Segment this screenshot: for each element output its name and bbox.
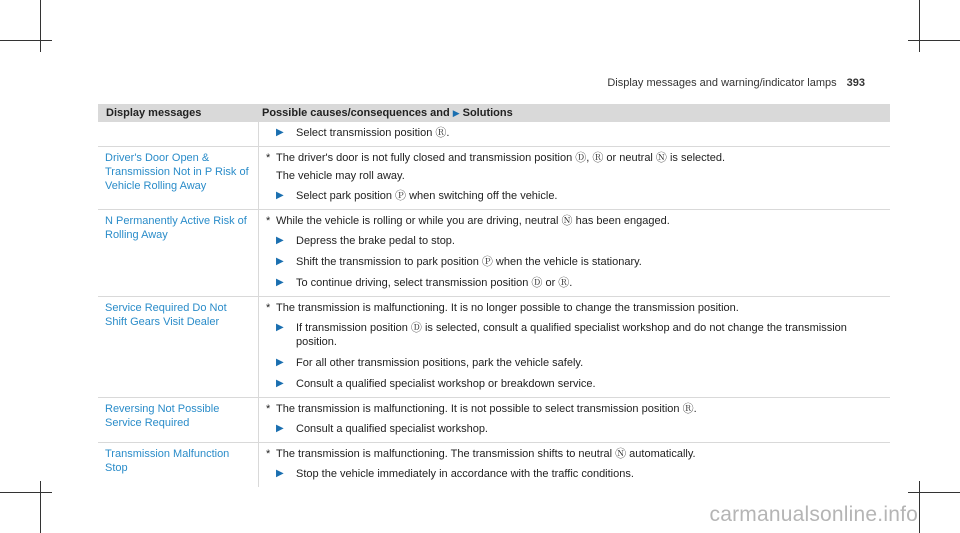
triangle-right-icon: ▶ [276, 322, 284, 333]
asterisk-marker: * [266, 448, 271, 460]
cause-text: The transmission is malfunctioning. It is no longer possible to change the transmission position. [276, 302, 739, 314]
triangle-right-icon: ▶ [276, 277, 284, 288]
triangle-right-icon: ▶ [276, 423, 284, 434]
solution-step-text: If transmission position Ⓓ is selected, consult a qualified specialist workshop and do not change the transmission position. [296, 322, 847, 348]
crop-mark [40, 0, 41, 52]
cause [266, 301, 882, 315]
solution-step-text: Stop the vehicle immediately in accordance with the traffic conditions. [296, 468, 634, 480]
cause-text: While the vehicle is rolling or while you are driving, neutral Ⓝ has been engaged. [276, 215, 670, 227]
solution-step-text: Consult a qualified specialist workshop or breakdown service. [296, 378, 596, 390]
solution-step [266, 126, 882, 140]
table-body [98, 122, 890, 487]
solution-step [266, 255, 882, 269]
running-title: Display messages and warning/indicator lamps [607, 77, 837, 89]
causes-and-solutions [259, 297, 890, 397]
crop-mark [919, 481, 920, 533]
cause [266, 151, 882, 183]
crop-mark [919, 0, 920, 52]
cause [266, 447, 882, 461]
display-message: Service Required Do Not Shift Gears Visit Dealer [98, 297, 259, 397]
cause [266, 214, 882, 228]
triangle-right-icon: ▶ [452, 107, 460, 118]
table-row [98, 296, 890, 397]
solution-step-text: To continue driving, select transmission position Ⓓ or Ⓡ. [296, 277, 573, 289]
triangle-right-icon: ▶ [276, 127, 284, 138]
solution-step [266, 356, 882, 370]
display-message: Transmission Malfunction Stop [98, 443, 259, 487]
solution-step-text: Shift the transmission to park position Ⓟ when the vehicle is stationary. [296, 256, 642, 268]
crop-mark [908, 492, 960, 493]
solution-step [266, 276, 882, 290]
causes-and-solutions [259, 147, 890, 209]
asterisk-marker: * [266, 302, 271, 314]
header-causes-solutions [259, 107, 890, 119]
header-display-messages: Display messages [106, 107, 202, 119]
triangle-right-icon: ▶ [276, 235, 284, 246]
solution-step-text: For all other transmission positions, park the vehicle safely. [296, 357, 584, 369]
display-message [98, 122, 259, 146]
display-messages-table [98, 104, 890, 487]
solution-step [266, 422, 882, 436]
cause [266, 402, 882, 416]
triangle-right-icon: ▶ [276, 190, 284, 201]
crop-mark [0, 40, 52, 41]
solution-step-text: Select transmission position Ⓡ. [296, 127, 450, 139]
asterisk-marker: * [266, 403, 271, 415]
causes-and-solutions [259, 398, 890, 442]
solution-step [266, 377, 882, 391]
causes-and-solutions [259, 210, 890, 296]
solution-step [266, 234, 882, 248]
solution-step-text: Select park position Ⓟ when switching off the vehicle. [296, 190, 558, 202]
asterisk-marker: * [266, 215, 271, 227]
table-row [98, 442, 890, 487]
triangle-right-icon: ▶ [276, 357, 284, 368]
display-message: Driver's Door Open & Transmission Not in P Risk of Vehicle Rolling Away [98, 147, 259, 209]
cause-note: The vehicle may roll away. [276, 170, 405, 182]
cause-text: The driver's door is not fully closed and transmission position Ⓓ, Ⓡ or neutral Ⓝ is selected. [276, 152, 726, 164]
triangle-right-icon: ▶ [276, 256, 284, 267]
solution-step [266, 321, 882, 349]
display-message: Reversing Not Possible Service Required [98, 398, 259, 442]
table-row [98, 146, 890, 209]
header-causes-label: Possible causes/consequences and [262, 107, 450, 119]
triangle-right-icon: ▶ [276, 468, 284, 479]
table-header [98, 104, 890, 122]
asterisk-marker: * [266, 152, 271, 164]
solution-step-text: Depress the brake pedal to stop. [296, 235, 455, 247]
page-number: 393 [846, 77, 865, 89]
crop-mark [40, 481, 41, 533]
causes-and-solutions [259, 443, 890, 487]
display-message: N Permanently Active Risk of Rolling Away [98, 210, 259, 296]
table-row [98, 122, 890, 146]
solution-step [266, 467, 882, 481]
solution-step-text: Consult a qualified specialist workshop. [296, 423, 488, 435]
cause-text: The transmission is malfunctioning. The transmission shifts to neutral Ⓝ automatically. [276, 448, 696, 460]
solution-step [266, 189, 882, 203]
cause-text: The transmission is malfunctioning. It is not possible to select transmission position Ⓡ. [276, 403, 697, 415]
causes-and-solutions [259, 122, 890, 146]
crop-mark [908, 40, 960, 41]
running-head [607, 77, 865, 89]
table-row [98, 209, 890, 296]
header-solutions-label: Solutions [462, 107, 513, 119]
triangle-right-icon: ▶ [276, 378, 284, 389]
watermark: carmanualsonline.info [709, 503, 918, 526]
crop-mark [0, 492, 52, 493]
table-row [98, 397, 890, 442]
